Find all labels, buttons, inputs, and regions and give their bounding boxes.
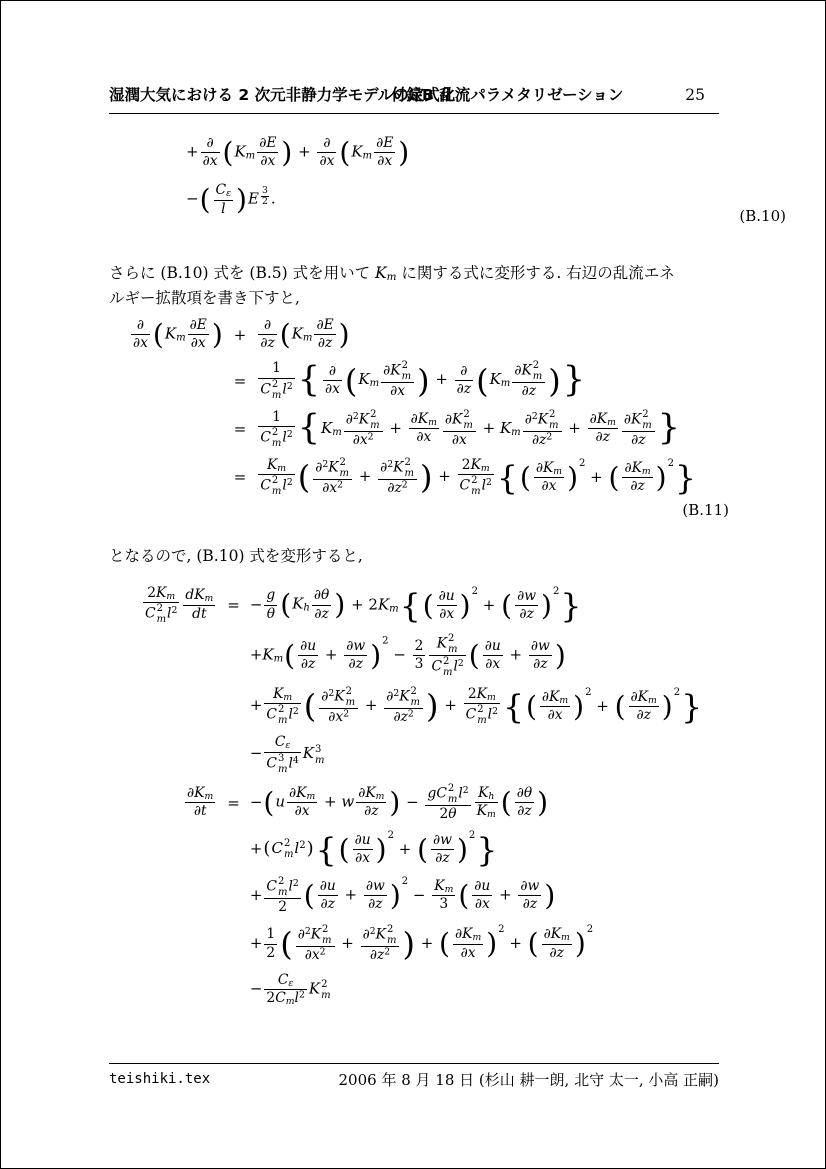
equation-cell: ∂ ∂z ( Km $\frac{\partial E}{\partial z}$ ) [260, 317, 350, 352]
equation-cell: 1 C 2 m $l^2$ { Km ∂$^2$K 2 m $\partial x^2$ + $\frac{\partial Km}{\partial x}$ ∂K 2 m ∂x + Km ∂$^2$K 2 m $\partial z^2$ + $\frac{\partial Km}{\partial z}$ ∂K 2 m ∂z } [260, 408, 681, 449]
equation-cell: − Cε C 3 m $l^4$ K 3 m [249, 734, 325, 775]
equation-cell: + ( C 2 m $l^2$ ) { ( $\frac{\partial u}{\partial x}$ ) $^2$ + ( $\frac{\partial w}{\partial z}$ ) $^2$ } [249, 829, 498, 869]
equation-cell: = [233, 371, 247, 390]
equation-cell: = [227, 596, 240, 615]
equation-b11-grid [129, 317, 745, 497]
equation-label-b10: (B.10) [739, 207, 786, 225]
footer-date-authors: 2006 年 8 月 18 日 (杉山 耕一朗, 北守 太一, 小高 正嗣) [338, 1071, 719, 1089]
equation-cell: − Cε 2Cml$^2$ K 2 m [249, 972, 331, 1008]
running-title-left: 湿潤大気における 2 次元非静力学モデルの定式化 [109, 86, 456, 104]
running-title-appendix: 付録B 乱流パラメタリゼーション [391, 86, 624, 104]
equation-cell: + [233, 325, 247, 344]
equation-cell: − $\frac{g}{\theta}$ ( Kh $\frac{\partial\theta}{\partial z}$ ) + 2Km { ( $\frac{\partial u}{\partial x}$ ) $^2$ + ( $\frac{\partial w}{\partial z}$ ) $^2$ } [249, 585, 582, 625]
equation-cell: Km C 2 m $l^2$ ( ∂$^2$K 2 m $\partial x^2$ + ∂$^2$K 2 m $\partial z^2$ ) + 2Km C 2 m $l^2$ { ( $\frac{\partial Km}{\partial x}$ ) $^2$ + ( $\frac{\partial Km}{\partial z}$ ) $^2$ } [260, 456, 697, 498]
equation-cell: 2Km C 2 m $l^2$ dKm dt [145, 585, 214, 626]
equation-line: + ∂ ∂x ( Km $\frac{\partial E}{\partial x}$ ) + ∂ ∂x ( Km $\frac{\partial E}{\partial x}$ ) [186, 135, 410, 170]
equation-cell: 1 C 2 m $l^2$ { ∂ ∂x ( Km ∂K 2 m ∂x ) + ∂ ∂z ( Km ∂K 2 m ∂z ) } [260, 360, 586, 401]
equation-label-b11: (B.11) [682, 501, 729, 520]
equation-cell: − ( u $\frac{\partial Km}{\partial x}$ + w $\frac{\partial Km}{\partial z}$ ) − gC 2 m $l^2$ $2\overline{\theta}$ $\frac{Kh}{Km}$ ( $\frac{\partial\theta}{\partial z}$ ) [249, 782, 549, 822]
equation-cell: = [233, 468, 247, 487]
equation-cell: + C 2 m $l^2$ 2 ( $\frac{\partial u}{\partial z}$ + $\frac{\partial w}{\partial z}$ ) $^2$ − $\frac{Km}{3}$ ( $\frac{\partial u}{\partial x}$ + $\frac{\partial w}{\partial z}$ ) [249, 875, 556, 915]
equation-cell: +Km ( $\frac{\partial u}{\partial z}$ + $\frac{\partial w}{\partial z}$ ) $^2$ − $\frac{2}{3}$ K 2 m C 2 m $l^2$ ( $\frac{\partial u}{\partial x}$ + $\frac{\partial w}{\partial z}$ ) [249, 633, 566, 679]
paragraph-2: となるので, (B.10) 式を変形すると, [109, 547, 363, 565]
equation-b11 [109, 317, 745, 519]
footer-rule [109, 1063, 719, 1064]
footer-filename: teishiki.tex [109, 1071, 211, 1087]
equation-cell: = [233, 419, 247, 438]
page-number: 25 [685, 86, 705, 104]
equation-cell: $\frac{\partial Km}{\partial t}$ [187, 785, 214, 820]
equation-line: − ( $\frac{C\varepsilon}{l}$ ) E $^{\frac{3}{2}}$ . [186, 182, 276, 217]
header-rule [109, 113, 719, 114]
equation-b10-lines [186, 135, 802, 218]
equation-cell: ∂ ∂x ( Km $\frac{\partial E}{\partial x}$ ) [133, 317, 223, 352]
equation-km-grid [141, 585, 757, 1008]
equation-cell: = [227, 793, 240, 812]
equation-b10 [109, 135, 802, 225]
equation-cell: + Km C 2 m $l^2$ ( ∂$^2$K 2 m $\partial x^2$ + ∂$^2$K 2 m $\partial z^2$ ) + 2Km C 2 m $l^2$ { ( $\frac{\partial Km}{\partial x}$ ) $^2$ + ( $\frac{\partial Km}{\partial z}$ ) $^2$ } [249, 686, 703, 727]
paragraph-line: ルギー拡散項を書き下すと, [109, 289, 300, 307]
running-header [109, 85, 719, 109]
paragraph-1 [109, 261, 725, 311]
page-footer [109, 1069, 719, 1091]
equation-km [109, 585, 757, 1008]
equation-cell: + $\frac{1}{2}$ ( ∂$^2$K 2 m $\partial x^2$ + ∂$^2$K 2 m $\partial z^2$ ) + ( $\frac{\partial Km}{\partial x}$ ) $^2$ + ( $\frac{\partial Km}{\partial z}$ ) $^2$ [249, 923, 594, 964]
paragraph-line: さらに (B.10) 式を (B.5) 式を用いて Km に関する式に変形する. 右辺の乱流エネ [109, 264, 675, 284]
